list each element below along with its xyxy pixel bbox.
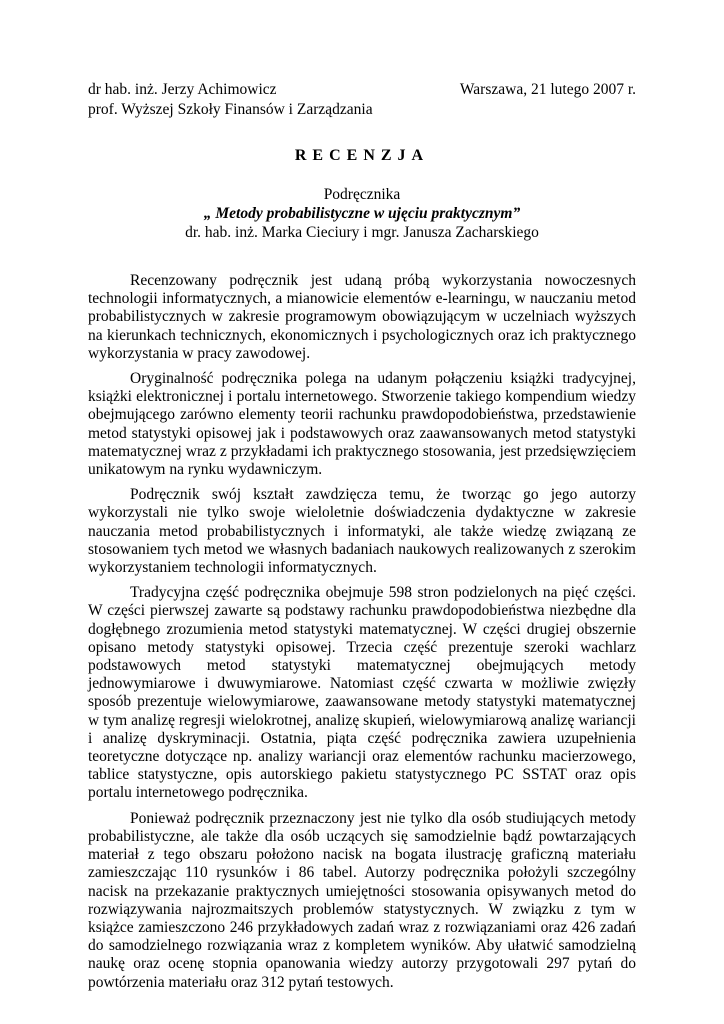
book-title: „ Metody probabilistyczne w ujęciu praktycznym” — [203, 205, 521, 222]
paragraph: Recenzowany podręcznik jest udaną próbą wykorzystania nowoczesnych technologii informatycznych, a mianowicie elementów e-learningu, w nauczaniu metod probabilistycznych w zakresie programowym obowiązującym w uczelniach wyższych na kierunkach technicznych, ekonomicznych i psychologicznych oraz ich praktycznego wykorzystania w pracy zawodowej. — [88, 272, 636, 362]
review-body — [88, 272, 636, 999]
book-authors: dr. hab. inż. Marka Cieciury i mgr. Janusza Zacharskiego — [185, 224, 539, 241]
paragraph: Ponieważ podręcznik przeznaczony jest nie tylko dla osób studiujących metody probabilistyczne, ale także dla osób uczących się samodzielnie bądź powtarzających materiał z tego obszaru położono nacisk na bogata ilustrację graficzną materiału zamieszczając 110 rysunków i 86 tabel. Autorzy podręcznika położyli szczególny nacisk na przekazanie praktycznych umiejętności stosowania opisywanych metod do rozwiązywania najrozmaitszych problemów statystycznych. W związku z tym w książce zamieszczono 246 przykładowych zadań wraz z rozwiązaniami oraz 426 zadań do samodzielnego rozwiązania wraz z kompletem wyników. Aby ułatwić samodzielną naukę oraz ocenę stopnia opanowania wiedzy autorzy przygotowali 297 pytań do powtórzenia materiału oraz 312 pytań testowych. — [88, 809, 636, 991]
paragraph: Tradycyjna część podręcznika obejmuje 598 stron podzielonych na pięć części. W części pierwszej zawarte są podstawy rachunku prawdopodobieństwa niezbędne dla dogłębnego zrozumienia metod statystyki matematycznej. W części drugiej obszernie opisano metody statystyki opisowej. Trzecia część prezentuje szeroki wachlarz podstawowych metod statystyki matematycznej obejmujących metody jednowymiarowe i dwuwymiarowe. Natomiast część czwarta w możliwie zwięzły sposób prezentuje wielowymiarowe, zaawansowane metody statystyki matematycznej w tym analizę regresji wielokrotnej, analizę skupień, wielowymiarową analizę wariancji i analizę dyskryminacji. Ostatnia, piąta część podręcznika zawiera uzupełnienia teoretyczne dotyczące np. analizy wariancji oraz elementów rachunku macierzowego, tablice statystyczne, opis autorskiego pakietu statystycznego PC SSTAT oraz opis portalu internetowego podręcznika. — [88, 584, 636, 802]
paragraph: Podręcznik swój kształt zawdzięcza temu, że tworząc go jego autorzy wykorzystali nie tylko swoje wieloletnie doświadczenia dydaktyczne w zakresie nauczania metod probabilistycznych i informatyki, ale także wiedzę związaną ze stosowaniem tych metod we własnych badaniach naukowych realizowanych z szerokim wykorzystaniem technologii informatycznych. — [88, 486, 636, 577]
document-title: RECENZJA — [294, 147, 430, 164]
subtitle-block — [0, 185, 724, 242]
author-affiliation: prof. Wyższej Szkoły Finansów i Zarządzania — [88, 101, 373, 118]
letter-header — [88, 80, 636, 120]
author-name: dr hab. inż. Jerzy Achimowicz — [88, 81, 277, 98]
place-date: Warszawa, 21 lutego 2007 r. — [459, 81, 636, 98]
paragraph: Oryginalność podręcznika polega na udanym połączeniu książki tradycyjnej, książki elektronicznej i portalu internetowego. Stworzenie takiego kompendium wiedzy obejmującego zarówno elementy teorii rachunku prawdopodobieństwa, przedstawienie metod statystyki opisowej jak i podstawowych oraz zaawansowanych metod statystyki matematycznej wraz z przykładami ich praktycznego stosowania, jest przedsięwzięciem unikatowym na rynku wydawniczym. — [88, 370, 636, 479]
subtitle-line: Podręcznika — [323, 186, 401, 203]
